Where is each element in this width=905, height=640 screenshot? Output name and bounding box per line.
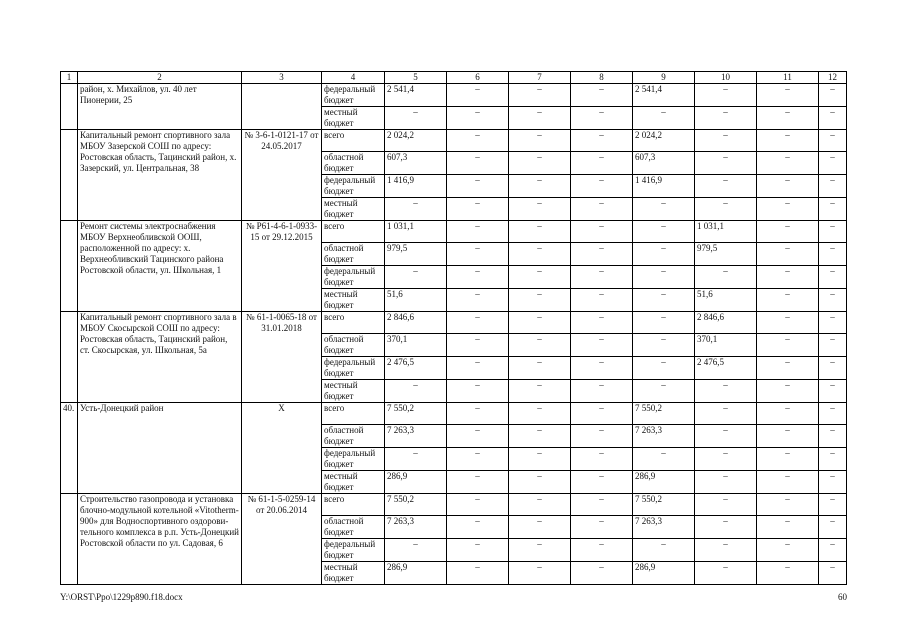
funding-source-cell: местный бюджет — [322, 562, 385, 585]
funding-source-cell: местный бюджет — [322, 289, 385, 312]
funding-source-cell: областной бюджет — [322, 516, 385, 539]
column-header: 11 — [757, 72, 819, 84]
value-cell: – — [509, 539, 571, 562]
table-row — [61, 403, 847, 425]
value-cell: – — [757, 380, 819, 403]
value-cell: – — [509, 266, 571, 289]
value-cell: – — [571, 289, 633, 312]
value-cell: – — [633, 312, 695, 334]
object-name-cell: Строительство газопровода и установка блочно-модульной котельной «Vitotherm-900» для Водноспортивного оздоровительного комплекса в р.п. Усть-Донецкий Ростовской области по ул. Садовая, 6 — [78, 494, 242, 585]
value-cell: – — [447, 448, 509, 471]
value-cell: 7 263,3 — [385, 425, 447, 448]
value-cell: – — [757, 152, 819, 175]
value-cell: – — [447, 425, 509, 448]
funding-source-cell: федеральный бюджет — [322, 175, 385, 198]
document-ref-cell: № 3-6-1-0121-17 от 24.05.2017 — [242, 130, 322, 221]
value-cell: – — [757, 221, 819, 243]
value-cell: 7 263,3 — [633, 516, 695, 539]
value-cell: – — [571, 221, 633, 243]
value-cell: – — [447, 334, 509, 357]
item-number-cell — [61, 221, 78, 312]
value-cell: 2 024,2 — [633, 130, 695, 152]
value-cell: – — [819, 175, 847, 198]
column-header: 5 — [385, 72, 447, 84]
value-cell: – — [509, 403, 571, 425]
value-cell: – — [819, 221, 847, 243]
document-ref-cell: Х — [242, 403, 322, 494]
value-cell: – — [633, 107, 695, 130]
item-number-cell — [61, 312, 78, 403]
value-cell: – — [757, 516, 819, 539]
value-cell: – — [633, 357, 695, 380]
value-cell: – — [509, 130, 571, 152]
value-cell: – — [819, 84, 847, 107]
value-cell: – — [385, 107, 447, 130]
document-ref-cell — [242, 84, 322, 130]
value-cell: – — [509, 448, 571, 471]
value-cell: – — [819, 198, 847, 221]
value-cell: – — [757, 266, 819, 289]
value-cell: – — [571, 562, 633, 585]
value-cell: 2 541,4 — [633, 84, 695, 107]
value-cell: – — [509, 357, 571, 380]
value-cell: – — [571, 107, 633, 130]
value-cell: – — [447, 175, 509, 198]
value-cell: 1 416,9 — [385, 175, 447, 198]
value-cell: – — [447, 221, 509, 243]
value-cell: – — [695, 562, 757, 585]
value-cell: – — [447, 357, 509, 380]
value-cell: 7 263,3 — [633, 425, 695, 448]
value-cell: 7 550,2 — [385, 494, 447, 516]
value-cell: – — [447, 539, 509, 562]
column-header: 12 — [819, 72, 847, 84]
funding-source-cell: областной бюджет — [322, 152, 385, 175]
value-cell: – — [819, 425, 847, 448]
column-header: 2 — [78, 72, 242, 84]
value-cell: – — [819, 312, 847, 334]
value-cell: – — [819, 152, 847, 175]
table-body — [61, 84, 847, 585]
object-name-cell: Капитальный ремонт спортивного зала МБОУ Зазерской СОШ по адресу: Ростовская область, Тацинский район, х. Зазерский, ул. Центральная, 38 — [78, 130, 242, 221]
value-cell: – — [695, 107, 757, 130]
value-cell: – — [819, 266, 847, 289]
value-cell: – — [819, 539, 847, 562]
value-cell: – — [385, 539, 447, 562]
funding-source-cell: областной бюджет — [322, 334, 385, 357]
value-cell: 2 476,5 — [385, 357, 447, 380]
value-cell: – — [819, 130, 847, 152]
value-cell: – — [757, 448, 819, 471]
document-ref-cell: № Р61-4-6-1-0933-15 от 29.12.2015 — [242, 221, 322, 312]
value-cell: 286,9 — [633, 562, 695, 585]
value-cell: – — [695, 175, 757, 198]
value-cell: – — [509, 562, 571, 585]
funding-source-cell: всего — [322, 494, 385, 516]
value-cell: – — [757, 289, 819, 312]
table-row — [61, 221, 847, 243]
value-cell: – — [447, 243, 509, 266]
object-name-cell: Усть-Донецкий район — [78, 403, 242, 494]
column-header: 9 — [633, 72, 695, 84]
table-row — [61, 312, 847, 334]
value-cell: – — [757, 539, 819, 562]
value-cell: – — [819, 562, 847, 585]
value-cell: – — [757, 175, 819, 198]
value-cell: – — [757, 198, 819, 221]
value-cell: – — [695, 130, 757, 152]
table-row — [61, 84, 847, 107]
funding-source-cell: всего — [322, 312, 385, 334]
item-number-cell: 40. — [61, 403, 78, 494]
value-cell: – — [509, 221, 571, 243]
value-cell: – — [447, 266, 509, 289]
value-cell: – — [819, 357, 847, 380]
value-cell: – — [509, 107, 571, 130]
value-cell: – — [385, 380, 447, 403]
funding-source-cell: федеральный бюджет — [322, 266, 385, 289]
value-cell: – — [571, 334, 633, 357]
document-ref-cell: № 61-1-0065-18 от 31.01.2018 — [242, 312, 322, 403]
value-cell: 2 024,2 — [385, 130, 447, 152]
item-number-cell — [61, 84, 78, 130]
value-cell: – — [695, 152, 757, 175]
value-cell: – — [447, 289, 509, 312]
value-cell: 51,6 — [695, 289, 757, 312]
value-cell: – — [509, 494, 571, 516]
value-cell: – — [571, 175, 633, 198]
value-cell: – — [819, 494, 847, 516]
value-cell: – — [633, 266, 695, 289]
value-cell: – — [571, 152, 633, 175]
value-cell: – — [819, 380, 847, 403]
value-cell: – — [757, 84, 819, 107]
value-cell: – — [819, 448, 847, 471]
funding-source-cell: местный бюджет — [322, 471, 385, 494]
value-cell: – — [571, 494, 633, 516]
value-cell: – — [571, 425, 633, 448]
value-cell: 7 550,2 — [385, 403, 447, 425]
value-cell: – — [571, 380, 633, 403]
value-cell: 7 550,2 — [633, 403, 695, 425]
value-cell: 2 846,6 — [385, 312, 447, 334]
value-cell: – — [509, 289, 571, 312]
value-cell: – — [633, 243, 695, 266]
value-cell: 2 476,5 — [695, 357, 757, 380]
header-row — [61, 72, 847, 84]
value-cell: – — [695, 448, 757, 471]
document-table — [60, 71, 847, 585]
funding-source-cell: областной бюджет — [322, 425, 385, 448]
value-cell: – — [509, 175, 571, 198]
column-header: 4 — [322, 72, 385, 84]
value-cell: – — [695, 516, 757, 539]
value-cell: – — [509, 380, 571, 403]
funding-source-cell: местный бюджет — [322, 107, 385, 130]
value-cell: 51,6 — [385, 289, 447, 312]
value-cell: – — [695, 471, 757, 494]
value-cell: – — [695, 84, 757, 107]
value-cell: – — [509, 152, 571, 175]
value-cell: – — [385, 198, 447, 221]
value-cell: – — [633, 334, 695, 357]
value-cell: – — [571, 539, 633, 562]
value-cell: – — [819, 107, 847, 130]
value-cell: – — [571, 243, 633, 266]
footer-file-path: Y:\ORST\Ppo\1229p890.f18.docx — [60, 592, 183, 602]
value-cell: 286,9 — [385, 562, 447, 585]
object-name-cell: район, х. Михайлов, ул. 40 лет Пионерии, 25 — [78, 84, 242, 130]
column-header: 6 — [447, 72, 509, 84]
value-cell: – — [757, 471, 819, 494]
value-cell: – — [633, 221, 695, 243]
value-cell: – — [447, 516, 509, 539]
value-cell: – — [633, 198, 695, 221]
funding-source-cell: областной бюджет — [322, 243, 385, 266]
value-cell: 370,1 — [385, 334, 447, 357]
value-cell: – — [447, 471, 509, 494]
value-cell: – — [509, 516, 571, 539]
value-cell: – — [385, 266, 447, 289]
value-cell: – — [819, 471, 847, 494]
value-cell: 286,9 — [633, 471, 695, 494]
document-ref-cell: № 61-1-5-0259-14 от 20.06.2014 — [242, 494, 322, 585]
value-cell: – — [509, 471, 571, 494]
value-cell: – — [385, 448, 447, 471]
funding-source-cell: федеральный бюджет — [322, 448, 385, 471]
column-header: 1 — [61, 72, 78, 84]
value-cell: 370,1 — [695, 334, 757, 357]
value-cell: – — [757, 357, 819, 380]
column-header: 3 — [242, 72, 322, 84]
page-number: 60 — [838, 592, 847, 602]
value-cell: – — [509, 312, 571, 334]
funding-source-cell: федеральный бюджет — [322, 357, 385, 380]
value-cell: – — [509, 84, 571, 107]
value-cell: 2 846,6 — [695, 312, 757, 334]
value-cell: – — [447, 380, 509, 403]
value-cell: 7 550,2 — [633, 494, 695, 516]
value-cell: – — [633, 380, 695, 403]
value-cell: – — [447, 494, 509, 516]
value-cell: – — [447, 84, 509, 107]
value-cell: – — [757, 425, 819, 448]
value-cell: – — [509, 425, 571, 448]
value-cell: – — [571, 266, 633, 289]
column-header: 8 — [571, 72, 633, 84]
value-cell: – — [571, 403, 633, 425]
column-header: 7 — [509, 72, 571, 84]
value-cell: 7 263,3 — [385, 516, 447, 539]
value-cell: – — [509, 198, 571, 221]
funding-source-cell: федеральный бюджет — [322, 539, 385, 562]
funding-source-cell: всего — [322, 130, 385, 152]
value-cell: – — [509, 243, 571, 266]
value-cell: – — [757, 312, 819, 334]
value-cell: – — [695, 539, 757, 562]
value-cell: 979,5 — [695, 243, 757, 266]
value-cell: – — [757, 494, 819, 516]
value-cell: – — [447, 130, 509, 152]
value-cell: 1 031,1 — [695, 221, 757, 243]
table-row — [61, 130, 847, 152]
value-cell: – — [571, 471, 633, 494]
value-cell: – — [571, 312, 633, 334]
value-cell: – — [695, 266, 757, 289]
value-cell: – — [447, 198, 509, 221]
value-cell: – — [447, 152, 509, 175]
value-cell: – — [633, 289, 695, 312]
value-cell: – — [571, 130, 633, 152]
value-cell: – — [757, 562, 819, 585]
value-cell: – — [819, 289, 847, 312]
value-cell: – — [571, 357, 633, 380]
table-row — [61, 494, 847, 516]
value-cell: – — [633, 539, 695, 562]
value-cell: – — [509, 334, 571, 357]
value-cell: – — [757, 130, 819, 152]
value-cell: – — [757, 243, 819, 266]
value-cell: – — [571, 84, 633, 107]
value-cell: – — [447, 562, 509, 585]
funding-source-cell: всего — [322, 403, 385, 425]
object-name-cell: Ремонт системы электроснабжения МБОУ Верхнеобливской ООШ, расположенной по адресу: х. Верхнеобливский Тацинского района Ростовской области, ул. Школьная, 1 — [78, 221, 242, 312]
value-cell: – — [571, 516, 633, 539]
value-cell: – — [819, 516, 847, 539]
value-cell: – — [447, 403, 509, 425]
value-cell: – — [571, 448, 633, 471]
value-cell: – — [757, 334, 819, 357]
value-cell: – — [757, 107, 819, 130]
value-cell: – — [633, 448, 695, 471]
value-cell: – — [819, 403, 847, 425]
value-cell: 1 416,9 — [633, 175, 695, 198]
value-cell: 607,3 — [385, 152, 447, 175]
item-number-cell — [61, 130, 78, 221]
funding-source-cell: федеральный бюджет — [322, 84, 385, 107]
funding-source-cell: местный бюджет — [322, 198, 385, 221]
value-cell: 1 031,1 — [385, 221, 447, 243]
value-cell: – — [447, 107, 509, 130]
object-name-cell: Капитальный ремонт спортивного зала в МБОУ Скосырской СОШ по адресу: Ростовская область, Тацинский район, ст. Скосырская, ул. Школьная, 5а — [78, 312, 242, 403]
column-header: 10 — [695, 72, 757, 84]
value-cell: – — [571, 198, 633, 221]
value-cell: – — [695, 494, 757, 516]
value-cell: – — [695, 380, 757, 403]
value-cell: 979,5 — [385, 243, 447, 266]
value-cell: 286,9 — [385, 471, 447, 494]
value-cell: – — [695, 403, 757, 425]
value-cell: – — [447, 312, 509, 334]
item-number-cell — [61, 494, 78, 585]
value-cell: 607,3 — [633, 152, 695, 175]
value-cell: – — [695, 198, 757, 221]
value-cell: 2 541,4 — [385, 84, 447, 107]
funding-source-cell: местный бюджет — [322, 380, 385, 403]
value-cell: – — [819, 334, 847, 357]
value-cell: – — [819, 243, 847, 266]
value-cell: – — [757, 403, 819, 425]
value-cell: – — [695, 425, 757, 448]
funding-source-cell: всего — [322, 221, 385, 243]
